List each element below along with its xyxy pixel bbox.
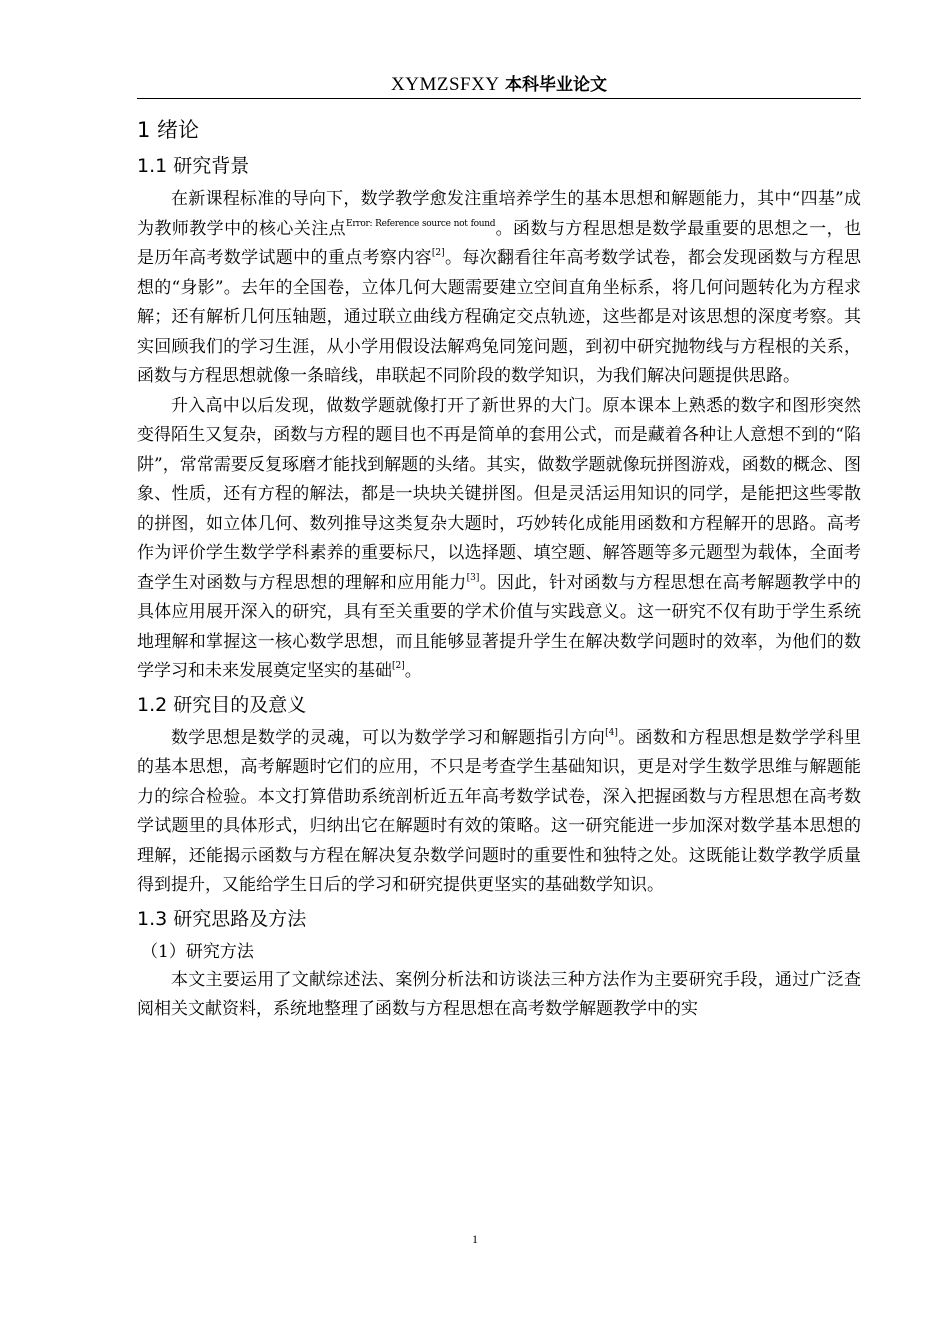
text-span: 。	[404, 661, 422, 681]
text-span: 升入高中以后发现，做数学题就像打开了新世界的大门。原本课本上熟悉的数字和图形突然变得陌生又复杂，函数与方程的题目也不再是简单的套用公式，而是藏着各种让人意想不到的“陷阱”，常常需要反复琢磨才能找到解题的头绪。其实，做数学题就像玩拼图游戏，函数的概念、图象、性质，还有方程的解法，都是一块块关键拼图。但是灵活运用知识的同学，是能把这些零散的拼图，如立体几何、数列推导这类复杂大题时，巧妙转化成能用函数和方程解开的思路。高考作为评价学生数学学科素养的重要标尺，以选择题、填空题、解答题等多元题型为载体，全面考查学生对函数与方程思想的理解和应用能力	[137, 395, 861, 593]
citation-ref: [3]	[466, 572, 480, 583]
header-school-code: XYMZSFXY	[391, 74, 500, 95]
page-number: 1	[472, 1232, 478, 1246]
section-1-1-heading: 1.1 研究背景	[137, 155, 250, 177]
subsection-research-methods: （1）研究方法	[141, 941, 254, 962]
citation-ref: [2]	[431, 248, 445, 258]
text-span: 数学思想是数学的灵魂，可以为数学学习和解题指引方向	[171, 727, 606, 748]
text-span: 。每次翻看往年高考数学试卷，都会发现函数与方程思想的“身影”。去年的全国卷，立体几何大题需要建立空间直角坐标系，将几何问题转化为方程求解；还有解析几何压轴题，通过联立曲线方程确定交点轨迹，这些都是对该思想的深度考察。其实回顾我们的学习生涯，从小学用假设法解鸡兔同笼问题，到初中研究抛物线与方程根的关系，函数与方程思想就像一条暗线，串联起不同阶段的数学知识，为我们解决问题提供思路。	[137, 248, 862, 386]
citation-ref: [4]	[605, 727, 618, 738]
section-1-2-paragraph-1	[137, 724, 861, 901]
section-1-1-paragraph-1	[137, 185, 861, 392]
section-1-3-paragraph-1: 本文主要运用了文献综述法、案例分析法和访谈法三种方法作为主要研究手段，通过广泛查阅相关文献资料，系统地整理了函数与方程思想在高考数学解题教学中的实	[137, 969, 861, 1019]
text-span: 在新课程标准的导向下，数学教学愈发注重培养学生的基本思想和解题能力，其中“四基”成为教师教学中的核心关注点	[137, 189, 861, 239]
section-1-1-paragraph-2	[137, 392, 861, 687]
text-span: 。函数与方程思想是数学最重要的思想之一，也是历年高考数学试题中的重点考察内容	[137, 218, 862, 268]
section-1-2-heading: 1.2 研究目的及意义	[137, 693, 307, 716]
running-header	[137, 72, 861, 99]
chapter-1-heading: 1 绪论	[137, 118, 200, 142]
reference-error-note: Error: Reference source not found	[346, 218, 496, 229]
page-body	[137, 112, 861, 1025]
citation-ref: [2]	[392, 661, 405, 671]
header-thesis-label: 本科毕业论文	[504, 75, 607, 95]
section-1-3-heading: 1.3 研究思路及方法	[137, 907, 307, 930]
text-span: 。因此，针对函数与方程思想在高考解题教学中的具体应用展开深入的研究，具有至关重要的学术价值与实践意义。这一研究不仅有助于学生系统地理解和掌握这一核心数学思想，而且能够显著提升学生在解决数学问题时的效率，为他们的数学学习和未来发展奠定坚实的基础	[137, 572, 862, 681]
text-span: 。函数和方程思想是数学学科里的基本思想，高考解题时它们的应用，不只是考查学生基础知识，更是对学生数学思维与解题能力的综合检验。本文打算借助系统剖析近五年高考数学试卷，深入把握函数与方程思想在高考数学试题里的具体形式，归纳出它在解题时有效的策略。这一研究能进一步加深对数学基本思想的理解，还能揭示函数与方程在解决复杂数学问题时的重要性和独特之处。这既能让数学教学质量得到提升，又能给学生日后的学习和研究提供更坚实的基础数学知识。	[137, 727, 862, 895]
